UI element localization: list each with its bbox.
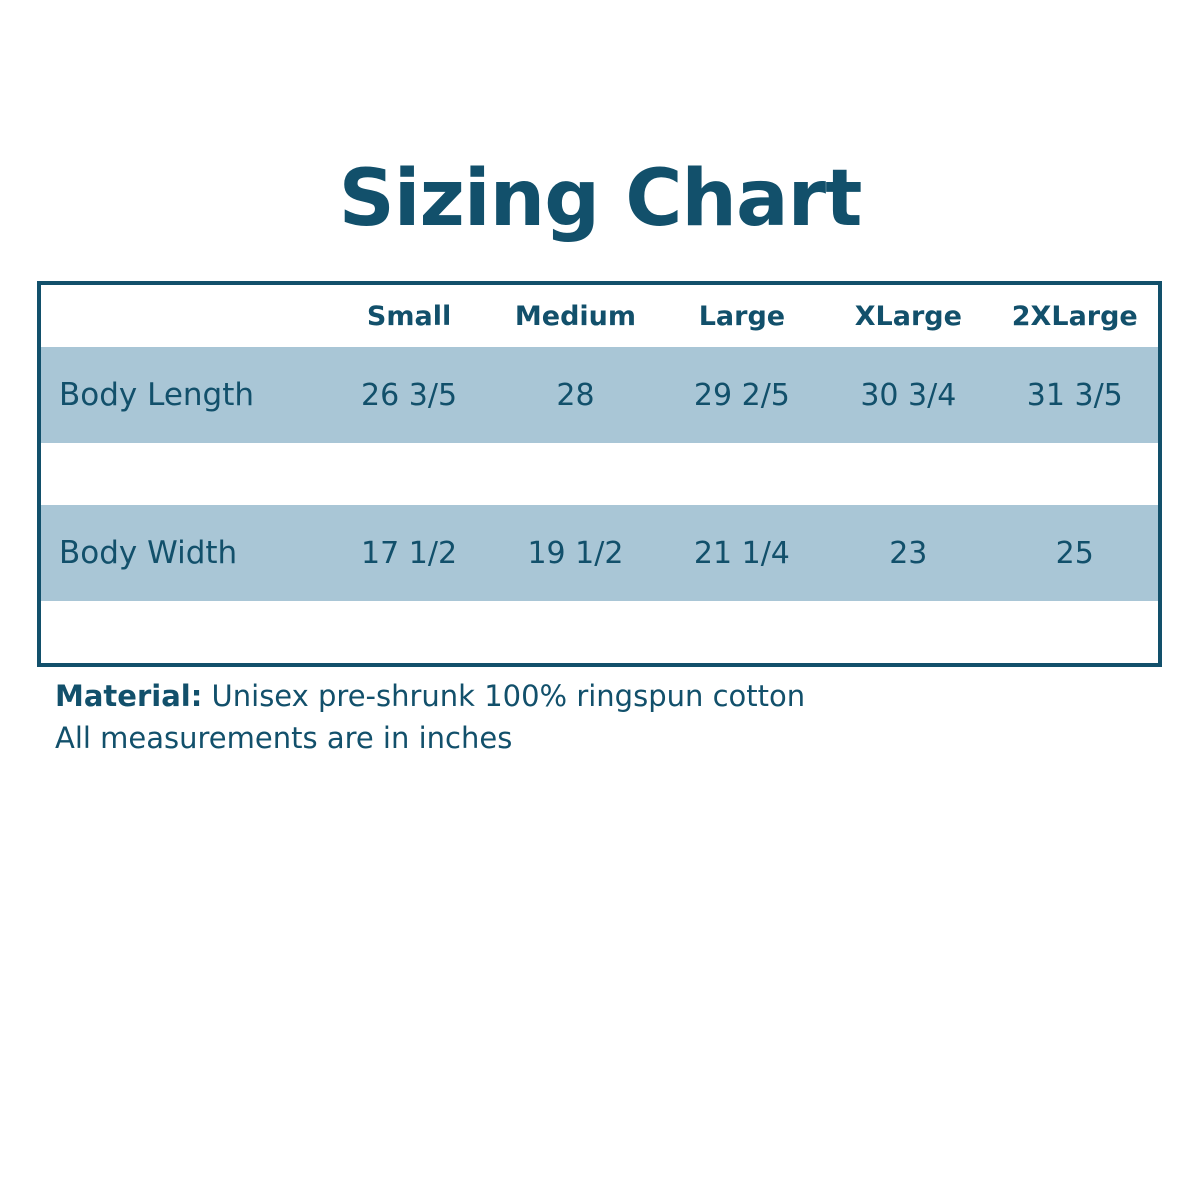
cell-body-length-large: 29 2/5 <box>659 347 825 443</box>
column-header-medium: Medium <box>514 300 637 332</box>
column-header-2xlarge: 2XLarge <box>1011 300 1138 332</box>
spacer-cell <box>326 443 492 505</box>
spacer-cell <box>659 443 825 505</box>
spacer-cell <box>825 601 991 663</box>
material-note <box>55 675 1055 717</box>
spacer-cell <box>492 601 658 663</box>
spacer-cell <box>825 443 991 505</box>
cell-body-length-medium: 28 <box>492 347 658 443</box>
cell-body-length-xlarge: 30 3/4 <box>825 347 991 443</box>
cell-body-length-small: 26 3/5 <box>326 347 492 443</box>
sizing-table-container <box>37 281 1162 667</box>
page-title: Sizing Chart <box>338 154 862 244</box>
cell-body-length-2xlarge: 31 3/5 <box>992 347 1158 443</box>
table-row <box>41 505 1158 601</box>
table-spacer-row <box>41 443 1158 505</box>
spacer-cell <box>326 601 492 663</box>
spacer-cell <box>659 601 825 663</box>
material-label: Material: <box>55 679 203 713</box>
table-header-row <box>41 285 1158 347</box>
notes-block <box>55 675 1055 759</box>
cell-body-width-2xlarge: 25 <box>992 505 1158 601</box>
table-spacer-row <box>41 601 1158 663</box>
column-header-large: Large <box>698 300 786 332</box>
row-label-body-length: Body Length <box>41 347 326 443</box>
cell-body-width-medium: 19 1/2 <box>492 505 658 601</box>
table-row <box>41 347 1158 443</box>
spacer-cell <box>992 601 1158 663</box>
column-header-xlarge: XLarge <box>854 300 962 332</box>
row-label-body-width: Body Width <box>41 505 326 601</box>
cell-body-width-large: 21 1/4 <box>659 505 825 601</box>
spacer-cell <box>992 443 1158 505</box>
sizing-table <box>41 285 1158 663</box>
spacer-cell <box>41 443 326 505</box>
measurement-note: All measurements are in inches <box>55 721 513 756</box>
material-value: Unisex pre-shrunk 100% ringspun cotton <box>211 679 806 713</box>
column-header-blank <box>41 285 326 347</box>
spacer-cell <box>492 443 658 505</box>
spacer-cell <box>41 601 326 663</box>
cell-body-width-small: 17 1/2 <box>326 505 492 601</box>
cell-body-width-xlarge: 23 <box>825 505 991 601</box>
column-header-small: Small <box>366 300 452 332</box>
